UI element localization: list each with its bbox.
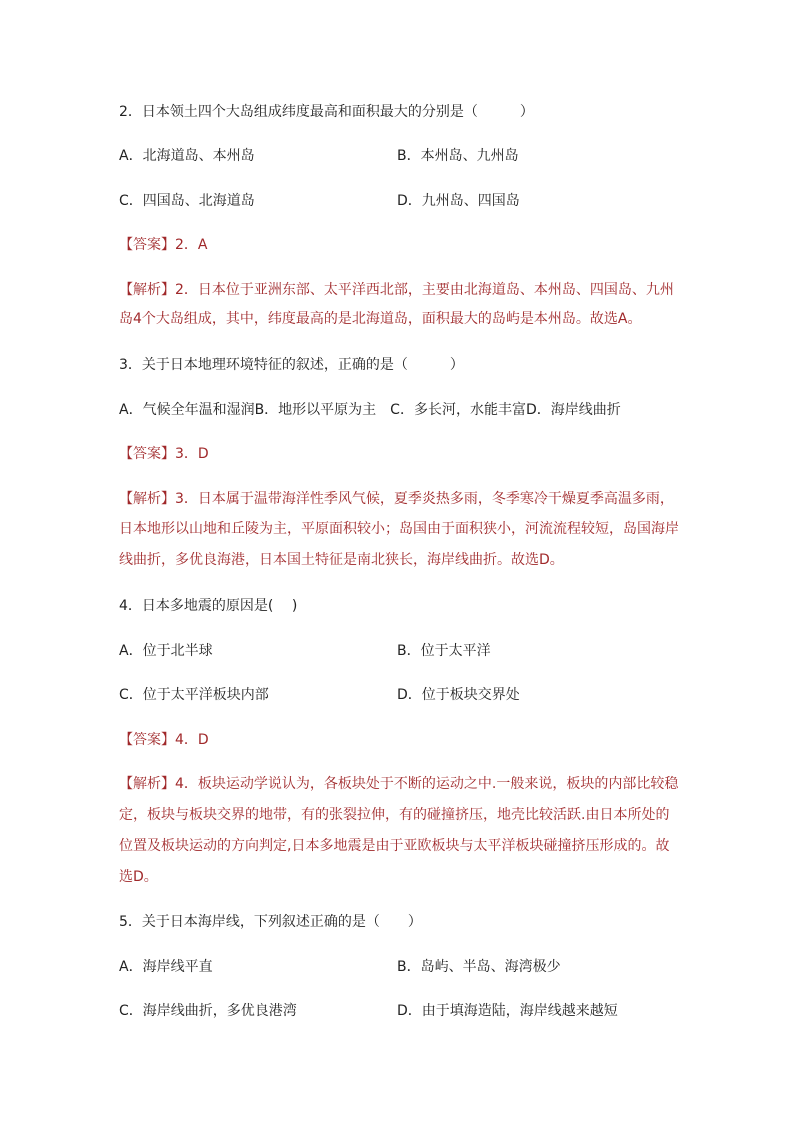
question-5-option-a: A．海岸线平直 (119, 959, 213, 975)
answer-text: 4．D (175, 732, 209, 748)
question-4-stem: 4．日本多地震的原因是( ) (119, 598, 298, 614)
question-4-option-d: D．位于板块交界处 (397, 687, 520, 703)
question-5-option-c: C．海岸线曲折，多优良港湾 (119, 1003, 297, 1019)
question-5-option-b: B．岛屿、半岛、海湾极少 (397, 959, 561, 975)
question-2-option-d: D．九州岛、四国岛 (397, 193, 520, 209)
question-4-analysis-line-3: 位置及板块运动的方向判定,日本多地震是由于亚欧板块与太平洋板块碰撞挤压形成的。故 (119, 838, 670, 854)
analysis-tag: 【解析】 (119, 491, 175, 507)
question-4-answer (119, 730, 209, 750)
answer-tag: 【答案】 (119, 446, 175, 462)
question-2-analysis-line-2: 岛4个大岛组成，其中，纬度最高的是北海道岛，面积最大的岛屿是本州岛。故选A。 (119, 311, 642, 327)
question-4-option-a: A．位于北半球 (119, 643, 213, 659)
question-4-option-c: C．位于太平洋板块内部 (119, 687, 269, 703)
analysis-text: 3．日本属于温带海洋性季风气候，夏季炎热多雨，冬季寒冷干燥夏季高温多雨， (175, 491, 674, 507)
question-2-option-c: C．四国岛、北海道岛 (119, 193, 255, 209)
analysis-text: 4．板块运动学说认为，各板块处于不断的运动之中.一般来说，板块的内部比较稳 (175, 776, 679, 792)
analysis-tag: 【解析】 (119, 282, 175, 298)
question-3-analysis-line-2: 日本地形以山地和丘陵为主，平原面积较小；岛国由于面积狭小，河流流程较短，岛国海岸 (119, 521, 679, 537)
question-4-analysis-line-1 (119, 774, 678, 794)
answer-tag: 【答案】 (119, 237, 175, 253)
question-5-stem: 5．关于日本海岸线，下列叙述正确的是（ ） (119, 914, 422, 930)
analysis-text: 2．日本位于亚洲东部、太平洋西北部，主要由北海道岛、本州岛、四国岛、九州 (175, 282, 674, 298)
answer-text: 3．D (175, 446, 209, 462)
question-2-stem: 2．日本领土四个大岛组成纬度最高和面积最大的分别是（ ） (119, 104, 534, 120)
question-3-analysis-line-1 (119, 489, 674, 509)
question-3-stem: 3．关于日本地理环境特征的叙述，正确的是（ ） (119, 357, 464, 373)
question-5-option-d: D．由于填海造陆，海岸线越来越短 (397, 1003, 618, 1019)
question-4-analysis-line-2: 定，板块与板块交界的地带，有的张裂拉伸，有的碰撞挤压，地壳比较活跃.由日本所处的 (119, 807, 670, 823)
question-4-option-b: B．位于太平洋 (397, 643, 491, 659)
question-2-analysis-line-1 (119, 280, 674, 300)
answer-tag: 【答案】 (119, 732, 175, 748)
question-4-analysis-line-4: 选D。 (119, 869, 158, 885)
question-3-options: A．气候全年温和湿润B．地形以平原为主 C．多长河，水能丰富D．海岸线曲折 (119, 402, 621, 418)
question-2-option-a: A．北海道岛、本州岛 (119, 148, 255, 164)
analysis-tag: 【解析】 (119, 776, 175, 792)
answer-text: 2．A (175, 237, 208, 253)
question-2-answer (119, 235, 207, 255)
question-3-answer (119, 444, 209, 464)
question-2-option-b: B．本州岛、九州岛 (397, 148, 519, 164)
question-3-analysis-line-3: 线曲折，多优良海港，日本国土特征是南北狭长，海岸线曲折。故选D。 (119, 552, 564, 568)
